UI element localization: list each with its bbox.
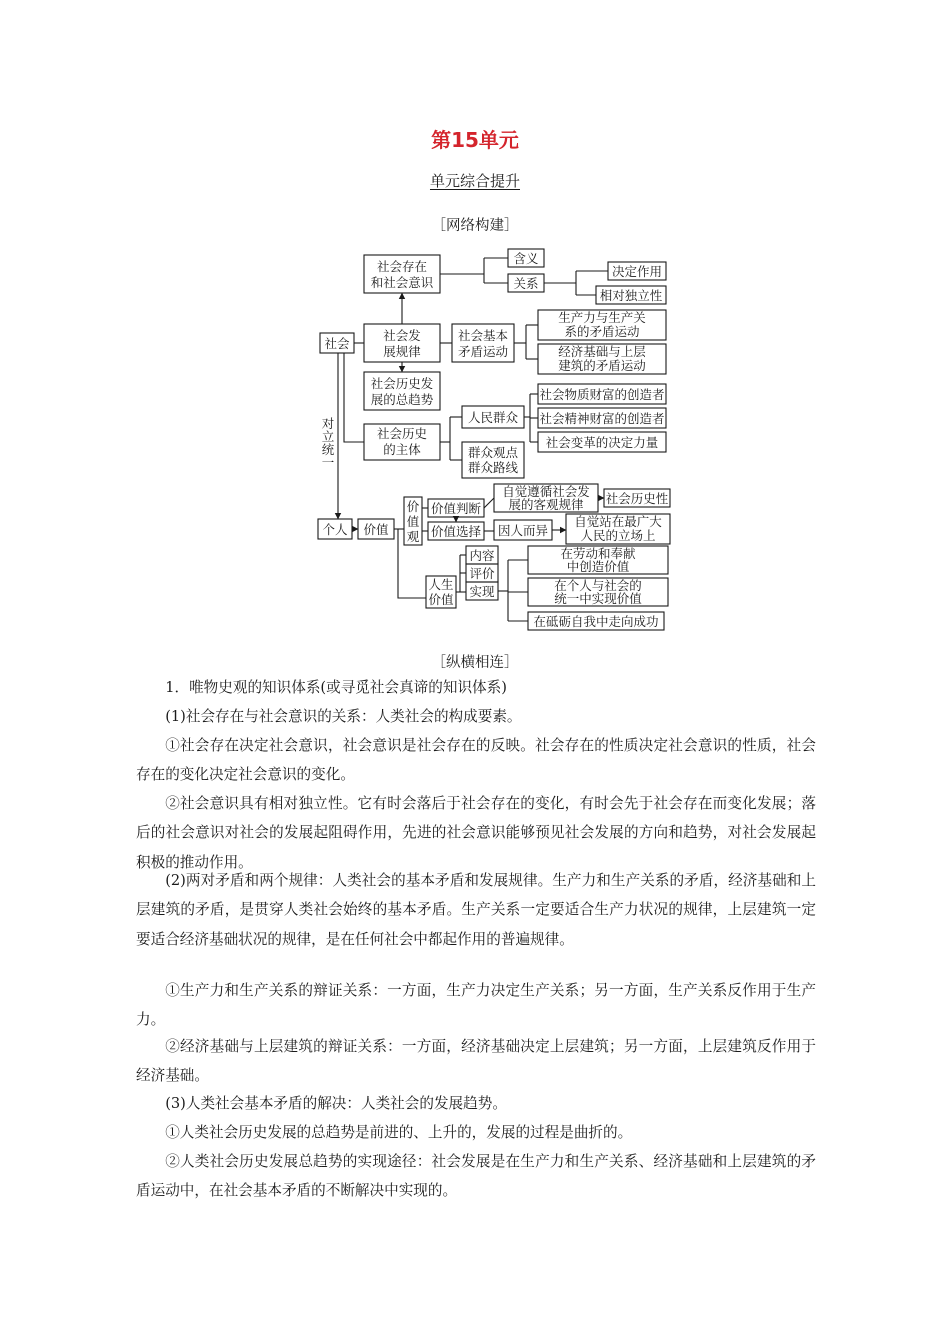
label-qushi-2: 展的总趋势 xyxy=(370,392,434,407)
label-lichang-2: 人民的立场上 xyxy=(580,528,656,543)
label-rensheng-2: 价值 xyxy=(428,592,454,607)
label-zijue-1: 自觉遵循社会发 xyxy=(502,484,590,499)
label-gerenshehui-1: 在个人与社会的 xyxy=(554,578,642,593)
label-jj-2: 建筑的矛盾运动 xyxy=(558,358,646,373)
label-duili-4: 一 xyxy=(321,455,335,470)
label-biange: 社会变革的决定力量 xyxy=(545,435,659,450)
label-jiazhi: 价值 xyxy=(363,522,389,537)
label-laodong-1: 在劳动和奉献 xyxy=(560,546,636,561)
paragraph-9: ①人类社会历史发展的总趋势是前进的、上升的，发展的过程是曲折的。 xyxy=(165,1124,633,1141)
label-renmin: 人民群众 xyxy=(467,410,519,425)
paragraph-10: ②人类社会历史发展总趋势的实现途径：社会发展是在生产力和生产关系、经济基础和上层建筑的矛盾运动中，在社会基本矛盾的不断解决中实现的。 xyxy=(136,1153,816,1200)
label-xuanze: 价值选择 xyxy=(430,524,482,539)
label-jzg-1: 价 xyxy=(406,499,420,514)
concept-map xyxy=(0,0,950,660)
label-guanxi: 关系 xyxy=(513,276,539,291)
label-hanyi: 含义 xyxy=(513,251,539,266)
label-cunzai-1: 社会存在 xyxy=(376,259,428,274)
label-gerenshehui-2: 统一中实现价值 xyxy=(554,591,642,606)
paragraph-4: ②社会意识具有相对独立性。它有时会落后于社会存在的变化，有时会先于社会存在而变化发展；落后的社会意识对社会的发展起阻碍作用，先进的社会意识能够预见社会发展的方向和趋势，对社会发展起积极的推动作用。 xyxy=(136,795,816,871)
label-neirong: 内容 xyxy=(469,548,495,563)
label-qunzhong-2: 群众路线 xyxy=(467,460,519,475)
paragraph-5: (2)两对矛盾和两个规律：人类社会的基本矛盾和发展规律。生产力和生产关系的矛盾，经济基础和上层建筑的矛盾，是贯穿人类社会始终的基本矛盾。生产关系一定要适合生产力状况的规律，上层建筑一定要适合经济基础状况的规律，是在任何社会中都起作用的普遍规律。 xyxy=(136,872,816,948)
label-fazhan-2: 展规律 xyxy=(383,344,421,359)
label-laodong-2: 中创造价值 xyxy=(566,559,630,574)
label-panduan: 价值判断 xyxy=(430,501,482,516)
paragraph-8: (3)人类社会基本矛盾的解决：人类社会的发展趋势。 xyxy=(165,1095,507,1112)
label-zhuti-2: 的主体 xyxy=(383,442,421,457)
paragraph-3: ①社会存在决定社会意识，社会意识是社会存在的反映。社会存在的性质决定社会意识的性质，社会存在的变化决定社会意识的变化。 xyxy=(136,737,816,784)
label-zijue-2: 展的客观规律 xyxy=(508,497,584,512)
label-pingjia: 评价 xyxy=(469,566,495,581)
paragraph-2: (1)社会存在与社会意识的关系：人类社会的构成要素。 xyxy=(165,708,522,725)
paragraph-7: ②经济基础与上层建筑的辩证关系：一方面，经济基础决定上层建筑；另一方面，上层建筑反作用于经济基础。 xyxy=(136,1038,816,1085)
label-jzg-3: 观 xyxy=(406,529,420,544)
label-scl-1: 生产力与生产关 xyxy=(558,310,646,325)
label-moli: 在砥砺自我中走向成功 xyxy=(533,614,659,629)
label-scl-2: 系的矛盾运动 xyxy=(564,324,640,339)
label-duli: 相对独立性 xyxy=(599,288,663,303)
label-yinren: 因人而异 xyxy=(497,523,549,538)
label-jueding: 决定作用 xyxy=(611,264,663,279)
label-qunzhong-1: 群众观点 xyxy=(467,445,519,460)
label-jj-1: 经济基础与上层 xyxy=(558,344,646,359)
section-links-heading: ［纵横相连］ xyxy=(431,655,519,671)
paragraph-1: 1．唯物史观的知识体系(或寻觅社会真谛的知识体系) xyxy=(165,679,507,696)
label-jiben-2: 矛盾运动 xyxy=(457,344,509,359)
label-lishixing: 社会历史性 xyxy=(605,491,669,506)
label-zhuti-1: 社会历史 xyxy=(376,426,428,441)
label-jingshen: 社会精神财富的创造者 xyxy=(539,411,665,426)
page-subtitle: 单元综合提升 xyxy=(429,172,520,190)
label-shehui: 社会 xyxy=(324,336,350,351)
label-qushi-1: 社会历史发 xyxy=(370,376,434,391)
label-jzg-2: 值 xyxy=(406,514,420,529)
paragraph-6: ①生产力和生产关系的辩证关系：一方面，生产力决定生产关系；另一方面，生产关系反作用于生产力。 xyxy=(136,982,816,1029)
label-wuzhi: 社会物质财富的创造者 xyxy=(539,387,665,402)
label-rensheng-1: 人生 xyxy=(428,577,454,592)
label-duili-1: 对 xyxy=(321,416,335,431)
label-duili-3: 统 xyxy=(321,442,335,457)
label-cunzai-2: 和社会意识 xyxy=(370,275,434,290)
label-geren: 个人 xyxy=(322,522,348,537)
label-fazhan-1: 社会发 xyxy=(383,328,421,343)
label-shixian: 实现 xyxy=(469,584,495,599)
section-network-heading: ［网络构建］ xyxy=(431,218,519,234)
label-jiben-1: 社会基本 xyxy=(457,328,509,343)
label-lichang-1: 自觉站在最广大 xyxy=(574,514,662,529)
label-duili-2: 立 xyxy=(321,429,335,444)
page-title: 第15单元 xyxy=(431,128,519,152)
